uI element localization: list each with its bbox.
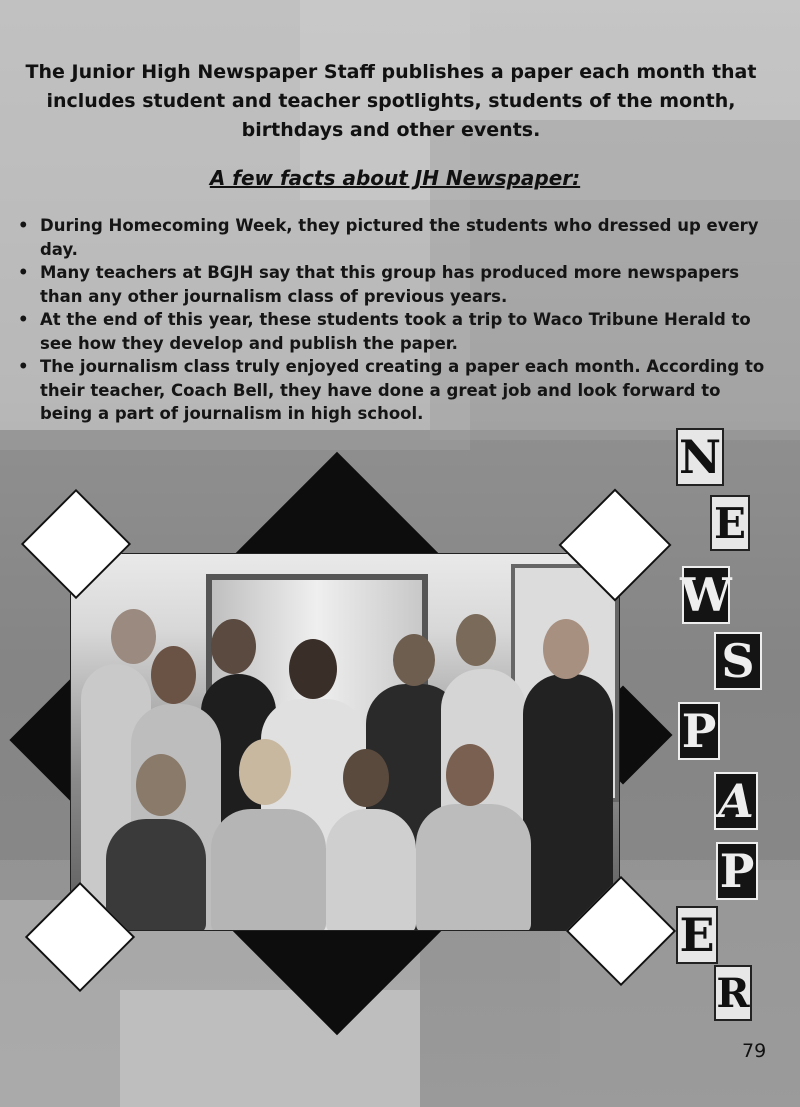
photo-person <box>106 819 206 931</box>
facts-heading: A few facts about JH Newspaper: <box>209 166 581 190</box>
photo-head <box>151 646 196 704</box>
photo-person <box>326 809 416 931</box>
fact-item: • At the end of this year, these students took a trip to Waco Tribune Herald to see how they develop and publish the paper. <box>18 308 778 355</box>
photo-head <box>111 609 156 664</box>
intro-paragraph: The Junior High Newspaper Staff publishes a paper each month that includes student and teacher spotlights, students of the month, birthdays and other events. <box>25 61 757 141</box>
photo-head <box>136 754 186 816</box>
photo-head <box>393 634 435 686</box>
photo-head <box>289 639 337 699</box>
title-letter: R <box>714 965 752 1021</box>
title-letter: E <box>676 906 718 964</box>
fact-item: • During Homecoming Week, they pictured the students who dressed up every day. <box>18 214 778 261</box>
title-letter: N <box>676 428 724 486</box>
photo-head <box>456 614 496 666</box>
title-letter: P <box>716 842 758 900</box>
facts-list <box>18 214 778 426</box>
photo-head <box>343 749 389 807</box>
page-number: 79 <box>742 1040 767 1062</box>
photo-head <box>446 744 494 806</box>
collage-block <box>120 990 420 1107</box>
fact-item: • Many teachers at BGJH say that this group has produced more newspapers than any other journalism class of previous years. <box>18 261 778 308</box>
title-letter: E <box>710 495 750 551</box>
photo-head <box>543 619 589 679</box>
fact-item: • The journalism class truly enjoyed creating a paper each month. According to their teacher, Coach Bell, they have done a great job and look forward to being a part of journalism in high school. <box>18 355 778 426</box>
photo-person <box>211 809 326 931</box>
title-letter: W <box>680 568 732 622</box>
title-letter: P <box>678 702 720 760</box>
photo-head <box>211 619 256 674</box>
title-letter: A <box>714 772 758 830</box>
photo-person <box>523 674 613 931</box>
title-letter: S <box>714 632 762 690</box>
photo-person <box>416 804 531 931</box>
photo-head <box>239 739 291 805</box>
group-photo <box>70 553 620 931</box>
